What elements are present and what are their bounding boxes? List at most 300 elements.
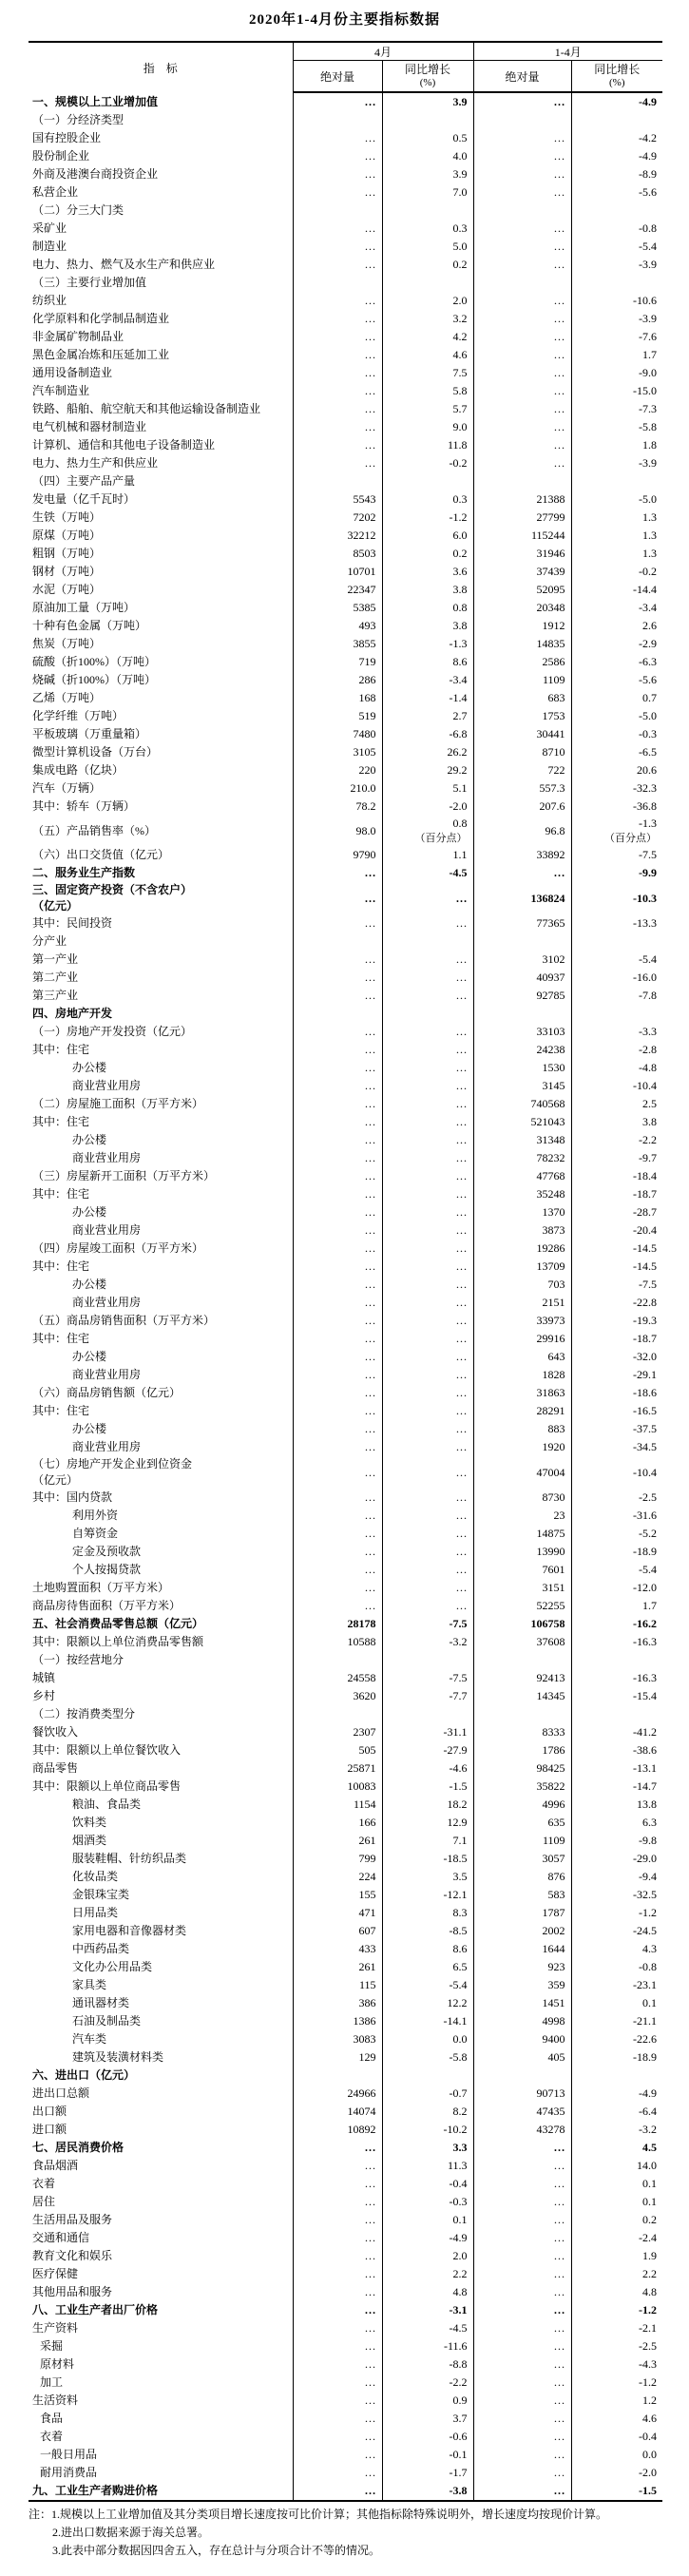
cum-absolute: … — [473, 2319, 571, 2337]
table-row — [29, 779, 662, 798]
row-label: 九、工业生产者购进价格 — [32, 2484, 159, 2497]
april-growth: -1.3 — [382, 635, 473, 653]
cum-growth: -7.6 — [571, 328, 662, 346]
table-row — [29, 1276, 662, 1294]
cum-absolute: 1828 — [473, 1366, 571, 1384]
april-growth: 6.5 — [382, 1958, 473, 1976]
row-label: 商业营业用房 — [72, 1079, 142, 1092]
april-absolute: … — [293, 882, 382, 914]
april-absolute: 220 — [293, 761, 382, 779]
table-row — [29, 92, 662, 111]
april-growth — [382, 1005, 473, 1023]
row-label: 办公楼 — [72, 1422, 107, 1435]
cum-absolute: 359 — [473, 1976, 571, 1994]
row-label: 国有控股企业 — [32, 131, 102, 144]
row-label: 黑色金属冶炼和压延加工业 — [32, 348, 170, 361]
cum-absolute: 3873 — [473, 1221, 571, 1240]
cum-growth: -32.0 — [571, 1348, 662, 1366]
cum-absolute: … — [473, 92, 571, 111]
april-absolute: … — [293, 1131, 382, 1149]
cum-absolute: 27799 — [473, 509, 571, 527]
row-label: 平板玻璃（万重量箱） — [32, 727, 147, 740]
table-row — [29, 563, 662, 581]
row-label: 汽车制造业 — [32, 384, 90, 397]
row-label: 采掘 — [40, 2339, 64, 2353]
april-absolute: … — [293, 147, 382, 165]
april-absolute: … — [293, 1258, 382, 1276]
cum-growth: -5.4 — [571, 238, 662, 256]
cum-growth: -7.3 — [571, 400, 662, 418]
table-row — [29, 1633, 662, 1651]
cum-absolute: 3102 — [473, 951, 571, 969]
cum-growth: 2.5 — [571, 1095, 662, 1113]
header-april: 4月 — [293, 42, 473, 61]
april-absolute: 32212 — [293, 527, 382, 545]
cum-absolute: … — [473, 2337, 571, 2355]
cum-absolute: 2002 — [473, 1922, 571, 1940]
cum-growth: 4.6 — [571, 2410, 662, 2428]
cum-absolute: … — [473, 364, 571, 382]
cum-growth — [571, 111, 662, 129]
table-row — [29, 147, 662, 165]
cum-growth: 4.8 — [571, 2283, 662, 2301]
cum-absolute: … — [473, 129, 571, 147]
cum-absolute: … — [473, 454, 571, 472]
cum-growth: -9.8 — [571, 1832, 662, 1850]
row-label: 铁路、船舶、航空航天和其他运输设备制造业 — [32, 402, 261, 415]
cum-absolute — [473, 1005, 571, 1023]
row-label: 其中：住宅 — [32, 1332, 90, 1345]
cum-growth: 1.8 — [571, 436, 662, 454]
row-label: 采矿业 — [32, 221, 67, 235]
cum-growth — [571, 2067, 662, 2085]
april-growth: 5.1 — [382, 779, 473, 798]
april-absolute: … — [293, 2319, 382, 2337]
cum-absolute: … — [473, 2410, 571, 2428]
april-absolute — [293, 274, 382, 292]
april-growth — [382, 1705, 473, 1723]
cum-growth: 1.3 — [571, 527, 662, 545]
cum-growth: -18.7 — [571, 1330, 662, 1348]
cum-absolute: … — [473, 147, 571, 165]
header-jan-apr: 1-4月 — [473, 42, 662, 61]
april-absolute: 10892 — [293, 2121, 382, 2139]
row-label: 电气机械和器材制造业 — [32, 420, 147, 433]
row-label: 集成电路（亿块） — [32, 763, 124, 777]
april-growth: -18.5 — [382, 1850, 473, 1868]
cum-absolute: … — [473, 292, 571, 310]
april-growth: 8.6 — [382, 653, 473, 671]
table-row — [29, 816, 662, 846]
cum-growth — [571, 1705, 662, 1723]
april-growth: 2.7 — [382, 707, 473, 725]
table-row — [29, 2211, 662, 2229]
cum-absolute: 47435 — [473, 2103, 571, 2121]
april-growth: -3.8 — [382, 2482, 473, 2501]
april-absolute: … — [293, 346, 382, 364]
table-row — [29, 1366, 662, 1384]
table-row — [29, 1994, 662, 2012]
cum-absolute: … — [473, 2157, 571, 2175]
cum-growth: -0.2 — [571, 563, 662, 581]
table-row — [29, 2247, 662, 2265]
april-absolute: … — [293, 2157, 382, 2175]
april-absolute: 261 — [293, 1958, 382, 1976]
april-absolute: … — [293, 1348, 382, 1366]
cum-absolute: … — [473, 2229, 571, 2247]
table-row — [29, 2175, 662, 2193]
april-growth: -3.1 — [382, 2301, 473, 2319]
april-growth: … — [382, 1131, 473, 1149]
april-absolute: … — [293, 864, 382, 882]
april-absolute: … — [293, 2283, 382, 2301]
april-growth: -0.7 — [382, 2085, 473, 2103]
cum-absolute: 33892 — [473, 846, 571, 864]
april-growth: 3.8 — [382, 617, 473, 635]
april-growth: 3.3 — [382, 2139, 473, 2157]
table-row — [29, 1778, 662, 1796]
april-growth: 9.0 — [382, 418, 473, 436]
table-row — [29, 1456, 662, 1489]
cum-absolute: 19286 — [473, 1240, 571, 1258]
table-row — [29, 2319, 662, 2337]
april-absolute: … — [293, 1077, 382, 1095]
april-absolute — [293, 1651, 382, 1669]
april-absolute: … — [293, 165, 382, 183]
cum-growth: -0.8 — [571, 220, 662, 238]
note-line-2: 2.进出口数据来源于海关总署。 — [52, 2526, 210, 2539]
cum-absolute: … — [473, 183, 571, 202]
table-row — [29, 2446, 662, 2464]
april-absolute: 719 — [293, 653, 382, 671]
cum-growth: -3.9 — [571, 310, 662, 328]
cum-growth: -16.3 — [571, 1633, 662, 1651]
row-label: 其中：住宅 — [32, 1404, 90, 1417]
april-absolute: 22347 — [293, 581, 382, 599]
april-absolute: 471 — [293, 1904, 382, 1922]
cum-growth: -4.3 — [571, 2355, 662, 2374]
cum-absolute: … — [473, 2211, 571, 2229]
april-absolute: … — [293, 1489, 382, 1507]
april-growth — [382, 932, 473, 951]
cum-growth: -9.0 — [571, 364, 662, 382]
row-label: 制造业 — [32, 240, 67, 253]
row-label: 第二产业 — [32, 971, 79, 984]
row-label: 其中：限额以上单位商品零售 — [32, 1779, 182, 1793]
april-absolute: 519 — [293, 707, 382, 725]
april-growth: … — [382, 987, 473, 1005]
cum-absolute: 3151 — [473, 1579, 571, 1597]
row-label: 其中：限额以上单位餐饮收入 — [32, 1743, 182, 1757]
april-absolute: … — [293, 1330, 382, 1348]
april-absolute: … — [293, 436, 382, 454]
table-row — [29, 1922, 662, 1940]
cum-absolute: 8710 — [473, 743, 571, 761]
april-growth: 3.9 — [382, 165, 473, 183]
row-label: 十种有色金属（万吨） — [32, 619, 147, 632]
row-label: 服装鞋帽、针纺织品类 — [72, 1852, 187, 1865]
april-growth: … — [382, 1221, 473, 1240]
row-label: 金银珠宝类 — [72, 1888, 130, 1901]
april-absolute: … — [293, 1456, 382, 1489]
row-label: 其中：国内贷款 — [32, 1490, 113, 1504]
april-growth: 4.0 — [382, 147, 473, 165]
table-row — [29, 581, 662, 599]
table-row — [29, 238, 662, 256]
april-growth: -0.1 — [382, 2446, 473, 2464]
cum-absolute: 43278 — [473, 2121, 571, 2139]
april-growth: 3.8 — [382, 581, 473, 599]
table-row — [29, 1005, 662, 1023]
row-label: 乙烯（万吨） — [32, 691, 102, 704]
row-label: 餐饮收入 — [32, 1725, 79, 1739]
cum-growth: -1.5 — [571, 2482, 662, 2501]
row-label: 其中：住宅 — [32, 1259, 90, 1273]
april-absolute: … — [293, 1203, 382, 1221]
cum-growth: -23.1 — [571, 1976, 662, 1994]
table-row — [29, 1041, 662, 1059]
table-row — [29, 2193, 662, 2211]
april-growth: … — [382, 1023, 473, 1041]
cum-absolute: 20348 — [473, 599, 571, 617]
row-label: 纺织业 — [32, 294, 67, 307]
table-row — [29, 2301, 662, 2319]
cum-absolute: 21388 — [473, 490, 571, 509]
cum-absolute: … — [473, 2355, 571, 2374]
april-growth — [382, 274, 473, 292]
april-absolute: … — [293, 2410, 382, 2428]
table-row — [29, 418, 662, 436]
cum-growth: -18.9 — [571, 1543, 662, 1561]
april-growth: 3.9 — [382, 92, 473, 111]
april-absolute — [293, 2067, 382, 2085]
row-label: 居住 — [32, 2195, 56, 2208]
row-label: 一般日用品 — [40, 2448, 98, 2461]
april-absolute: 14074 — [293, 2103, 382, 2121]
cum-absolute: … — [473, 864, 571, 882]
cum-absolute: 136824 — [473, 882, 571, 914]
row-label: 其中：住宅 — [32, 1043, 90, 1056]
april-growth: … — [382, 1203, 473, 1221]
table-row — [29, 1221, 662, 1240]
cum-absolute: … — [473, 256, 571, 274]
april-absolute: … — [293, 1525, 382, 1543]
april-growth: … — [382, 1294, 473, 1312]
april-growth: -4.5 — [382, 2319, 473, 2337]
april-absolute: 1154 — [293, 1796, 382, 1814]
cum-growth: 1.7 — [571, 346, 662, 364]
row-label: 自筹资金 — [72, 1527, 119, 1540]
cum-growth: -15.0 — [571, 382, 662, 400]
april-growth: … — [382, 1507, 473, 1525]
table-row — [29, 1167, 662, 1185]
cum-growth: -3.3 — [571, 1023, 662, 1041]
april-absolute: … — [293, 92, 382, 111]
table-row — [29, 1814, 662, 1832]
april-absolute: … — [293, 1240, 382, 1258]
cum-growth: -9.4 — [571, 1868, 662, 1886]
table-row — [29, 274, 662, 292]
cum-absolute: 40937 — [473, 969, 571, 987]
april-growth: 0.3 — [382, 490, 473, 509]
row-label: 生产资料 — [32, 2321, 79, 2335]
header-cum-absolute: 绝对量 — [473, 61, 571, 93]
row-label: 第一产业 — [32, 952, 79, 966]
table-row — [29, 1958, 662, 1976]
cum-growth: -37.5 — [571, 1420, 662, 1438]
april-growth: 2.0 — [382, 292, 473, 310]
row-label: 家具类 — [72, 1978, 107, 1991]
cum-growth: -41.2 — [571, 1723, 662, 1741]
april-growth: -3.4 — [382, 671, 473, 689]
april-absolute: … — [293, 2139, 382, 2157]
table-row — [29, 1579, 662, 1597]
cum-absolute: … — [473, 238, 571, 256]
table-row — [29, 310, 662, 328]
table-row — [29, 328, 662, 346]
april-absolute: … — [293, 1597, 382, 1615]
table-row — [29, 725, 662, 743]
cum-absolute: 78232 — [473, 1149, 571, 1167]
cum-absolute: 47768 — [473, 1167, 571, 1185]
cum-growth: -2.1 — [571, 2319, 662, 2337]
header-growth-label: 同比增长 — [405, 63, 451, 76]
row-label: （六）出口交货值（亿元） — [32, 848, 170, 861]
april-growth: … — [382, 1330, 473, 1348]
cum-absolute: 24238 — [473, 1041, 571, 1059]
april-growth: 4.6 — [382, 346, 473, 364]
cum-absolute: 23 — [473, 1507, 571, 1525]
row-label: 原油加工量（万吨） — [32, 601, 136, 614]
april-absolute: … — [293, 1221, 382, 1240]
table-row — [29, 2048, 662, 2067]
april-growth: -0.4 — [382, 2175, 473, 2193]
table-body — [29, 92, 662, 2501]
cum-growth: -24.5 — [571, 1922, 662, 1940]
april-growth: -4.5 — [382, 864, 473, 882]
april-growth: 0.0 — [382, 2030, 473, 2048]
row-label: （三）房屋新开工面积（万平方米） — [32, 1169, 216, 1182]
cum-absolute: 31946 — [473, 545, 571, 563]
cum-absolute: 37439 — [473, 563, 571, 581]
april-absolute — [293, 202, 382, 220]
april-absolute: … — [293, 1276, 382, 1294]
cum-absolute: … — [473, 2283, 571, 2301]
row-label: （五）产品销售率（%） — [32, 823, 156, 837]
april-growth: -10.2 — [382, 2121, 473, 2139]
table-row — [29, 256, 662, 274]
cum-growth: -2.0 — [571, 2464, 662, 2482]
row-label: （四）主要产品产量 — [32, 474, 136, 488]
table-row — [29, 707, 662, 725]
row-label: 衣着 — [40, 2430, 64, 2443]
april-absolute: 224 — [293, 1868, 382, 1886]
april-absolute: … — [293, 1113, 382, 1131]
table-row — [29, 1940, 662, 1958]
row-label: 一、规模以上工业增加值 — [32, 94, 159, 108]
cum-absolute: … — [473, 328, 571, 346]
april-absolute: 3620 — [293, 1687, 382, 1705]
cum-absolute: … — [473, 2482, 571, 2501]
cum-absolute — [473, 111, 571, 129]
april-growth: -14.1 — [382, 2012, 473, 2030]
cum-growth: -1.3 （百分点） — [571, 816, 662, 846]
cum-growth: -4.8 — [571, 1059, 662, 1077]
cum-growth: 0.2 — [571, 2211, 662, 2229]
row-label: 日用品类 — [72, 1906, 119, 1919]
april-growth: 7.5 — [382, 364, 473, 382]
april-growth — [382, 1651, 473, 1669]
april-absolute: 5543 — [293, 490, 382, 509]
cum-absolute: … — [473, 2374, 571, 2392]
april-growth — [382, 111, 473, 129]
table-row — [29, 1687, 662, 1705]
table-row — [29, 1489, 662, 1507]
april-growth: … — [382, 1384, 473, 1402]
april-absolute: 28178 — [293, 1615, 382, 1633]
table-row — [29, 2355, 662, 2374]
row-label: 粮油、食品类 — [72, 1797, 142, 1811]
april-absolute: … — [293, 1384, 382, 1402]
april-absolute: … — [293, 238, 382, 256]
cum-growth: -4.9 — [571, 2085, 662, 2103]
row-label: 城镇 — [32, 1671, 56, 1684]
cum-growth: -14.5 — [571, 1240, 662, 1258]
cum-absolute: … — [473, 2247, 571, 2265]
april-absolute: 210.0 — [293, 779, 382, 798]
april-absolute: … — [293, 1543, 382, 1561]
cum-absolute: 683 — [473, 689, 571, 707]
cum-growth: 3.8 — [571, 1113, 662, 1131]
row-label: （五）商品房销售面积（万平方米） — [32, 1314, 216, 1327]
row-label: 商业营业用房 — [72, 1440, 142, 1453]
row-label: 石油及制品类 — [72, 2014, 142, 2028]
cum-growth: -32.5 — [571, 1886, 662, 1904]
cum-growth: -9.9 — [571, 864, 662, 882]
april-growth: 3.5 — [382, 1868, 473, 1886]
cum-absolute: 521043 — [473, 1113, 571, 1131]
april-absolute — [293, 1005, 382, 1023]
header-cum-growth — [571, 61, 662, 93]
row-label: 外商及港澳台商投资企业 — [32, 167, 159, 181]
april-absolute: … — [293, 2247, 382, 2265]
april-growth: … — [382, 1420, 473, 1438]
row-label: 医疗保健 — [32, 2267, 79, 2280]
cum-growth: -16.0 — [571, 969, 662, 987]
april-growth: -6.8 — [382, 725, 473, 743]
cum-absolute: 8730 — [473, 1489, 571, 1507]
april-absolute: 3083 — [293, 2030, 382, 2048]
cum-growth: 0.1 — [571, 2193, 662, 2211]
table-row — [29, 2030, 662, 2048]
row-label: 其中：限额以上单位消费品零售额 — [32, 1635, 204, 1648]
april-growth: … — [382, 951, 473, 969]
row-label: 通用设备制造业 — [32, 366, 113, 379]
row-label: 汽车（万辆） — [32, 781, 102, 795]
table-row — [29, 689, 662, 707]
cum-growth: -3.9 — [571, 454, 662, 472]
april-absolute: … — [293, 987, 382, 1005]
april-absolute: … — [293, 1294, 382, 1312]
table-row — [29, 364, 662, 382]
april-absolute: … — [293, 364, 382, 382]
table-row — [29, 1312, 662, 1330]
cum-growth: -5.4 — [571, 1561, 662, 1579]
april-growth — [382, 2067, 473, 2085]
april-absolute: … — [293, 2428, 382, 2446]
april-growth — [382, 472, 473, 490]
cum-growth: -9.7 — [571, 1149, 662, 1167]
